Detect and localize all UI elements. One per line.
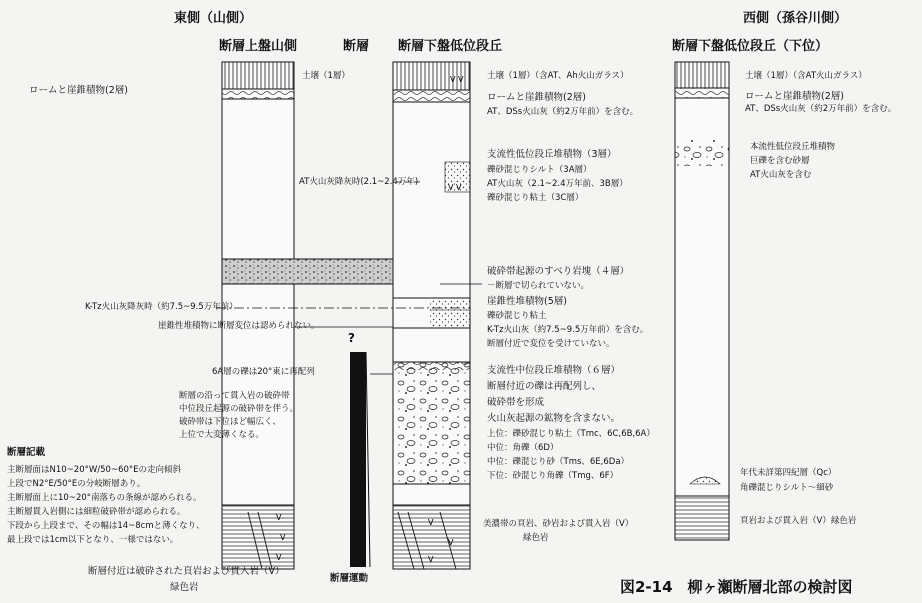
svg-text:V: V — [428, 518, 434, 527]
label-loam-mid: ロームと崖錐積物(2層) — [487, 92, 586, 103]
column-upthrown — [222, 62, 294, 569]
label-loam-right-sub: AT、DSs火山灰（約2万年前）を含む。 — [745, 104, 897, 114]
label-fault-movement: 断層運動 — [330, 573, 369, 584]
label-fluvial-6: 支流性中位段丘堆積物（６層） — [487, 365, 621, 376]
east-side-title: 東側（山側） — [174, 11, 253, 26]
svg-text:V: V — [448, 538, 454, 547]
label-main-1: 本流性低位段丘堆積物 — [750, 142, 836, 152]
label-no-displacement: 崖錐性堆積物に断層変位は認められない。 — [158, 321, 320, 331]
label-loam-right: ロームと崖錐積物(2層) — [745, 91, 844, 102]
fault-record-line: 上段でN2°E/50°Eの分岐断層あり。 — [7, 479, 146, 489]
label-fluvial-3c: 礫砂混じり粘土（3C層） — [487, 193, 584, 203]
figure-caption: 図2-14 柳ヶ瀬断層北部の検討図 — [620, 578, 853, 596]
column-footwall — [393, 62, 470, 569]
label-along-fault-1: 断層の沿って貫入岩の破砕帯 — [179, 391, 290, 401]
label-along-fault-3: 破砕帯は下位ほど幅広く、 — [179, 417, 281, 427]
fault-record-title: 断層記載 — [7, 447, 46, 458]
label-at-time: AT火山灰降灰時(2.1~2.4万年) — [299, 177, 419, 187]
label-fluvial-6a: 断層付近の礫は再配列し、 — [487, 381, 602, 392]
label-upper: 上位：礫砂混じり粘土（Tmc、6C,6B,6A） — [487, 429, 655, 439]
label-middle2: 中位：礫混じり砂（Tms、6E,6Da） — [487, 457, 630, 467]
label-middle: 中位：角礫（6D） — [487, 443, 559, 453]
label-talus-5b: K-Tz火山灰（約7.5~9.5万年前）を含む。 — [487, 325, 649, 335]
fault-record-line: 主断層面上に10~20°南落ちの条線が認められる。 — [7, 493, 202, 503]
svg-text:V: V — [428, 555, 434, 564]
svg-text:V V: V V — [450, 75, 464, 84]
label-unknown-2: 角礫混じりシルト～細砂 — [740, 483, 834, 493]
label-main-3: AT火山灰を含む — [750, 170, 812, 180]
header-fault: 断層 — [343, 39, 370, 54]
label-main-2: 巨礫を含む砂層 — [750, 156, 810, 166]
header-footwall: 断層下盤低位段丘 — [398, 39, 503, 54]
label-soil-left: 土壌（1層） — [302, 71, 350, 81]
label-fluvial-3a: 礫砂混じりシルト（3A層） — [487, 165, 592, 175]
fault-record-line: 主断層貫入岩側には細粒破砕帯が認められる。 — [7, 507, 186, 517]
label-bottom-left-1: 断層付近は破砕された頁岩および貫入岩（V） — [88, 566, 285, 577]
svg-text:V V: V V — [448, 183, 462, 192]
question-mark: ? — [348, 331, 355, 345]
label-bedrock-mid: 美濃帯の頁岩、砂岩および貫入岩（V） — [483, 519, 634, 529]
header-upthrown: 断層上盤山側 — [219, 39, 298, 54]
label-bedrock-right: 頁岩および貫入岩（V）緑色岩 — [740, 516, 857, 526]
label-bedrock-mid-sub: 緑色岩 — [523, 533, 549, 543]
header-footwall-lower: 断層下盤低位段丘（下位） — [672, 39, 829, 54]
fault-record-line: 主断層面はN10~20°W/50~60°Eの走向傾斜 — [7, 465, 182, 475]
label-bottom-left-2: 緑色岩 — [170, 582, 199, 593]
label-talus-5a: 礫砂混じり粘土 — [487, 311, 547, 321]
label-ktz-time: K-Tz火山灰降灰時（約7.5~9.5万年前） — [85, 302, 238, 312]
label-unknown-1: 年代未詳第四紀層（Qc） — [740, 468, 837, 478]
label-slide-4-sub: －断層で切られていない。 — [487, 281, 590, 291]
label-loam-mid-sub: AT、DSs火山灰（約2万年前）を含む。 — [487, 107, 639, 117]
label-gravel-6a: 6A層の礫は20°東に再配列 — [212, 367, 315, 377]
fault-record-line: 下段から上段まで、その幅は14~8cmと薄くなり、 — [7, 521, 205, 531]
label-soil-mid: 土壌（1層）（含AT、Ah火山ガラス） — [487, 71, 629, 81]
svg-text:V: V — [276, 513, 282, 522]
fault-record-line: 最上段では1cm以下となり、一様ではない。 — [7, 535, 179, 545]
label-talus-5c: 断層付近で変位を受けていない。 — [487, 339, 615, 349]
label-along-fault-4: 上位で大変薄くなる。 — [179, 430, 265, 440]
svg-text:V: V — [280, 533, 286, 542]
label-fluvial-3b: AT火山灰（2.1~2.4万年前、3B層） — [487, 179, 628, 189]
fault-movement-bar — [350, 352, 366, 567]
label-loam-left: ロームと崖錐積物(2層) — [29, 85, 128, 96]
label-slide-4: 破砕帯起源のすべり岩塊（４層） — [487, 266, 630, 277]
label-along-fault-2: 中位段丘起源の破砕帯を伴う。 — [179, 404, 299, 414]
column-footwall-lower — [675, 62, 729, 540]
label-fluvial-6b: 破砕帯を形成 — [487, 397, 545, 408]
label-fluvial-6c: 火山灰起源の鉱物を含まない。 — [487, 413, 621, 424]
west-side-title: 西側（孫谷川側） — [743, 11, 848, 26]
label-fluvial-3: 支流性低位段丘堆積物（3層） — [487, 149, 617, 160]
label-talus-5: 崖錐性堆積物(5層) — [487, 296, 567, 307]
label-soil-right: 土壌（1層）（含AT火山ガラス） — [745, 71, 867, 81]
label-lower: 下位：砂混じり角礫（Tmg、6F） — [487, 471, 619, 481]
svg-text:V: V — [276, 553, 282, 562]
